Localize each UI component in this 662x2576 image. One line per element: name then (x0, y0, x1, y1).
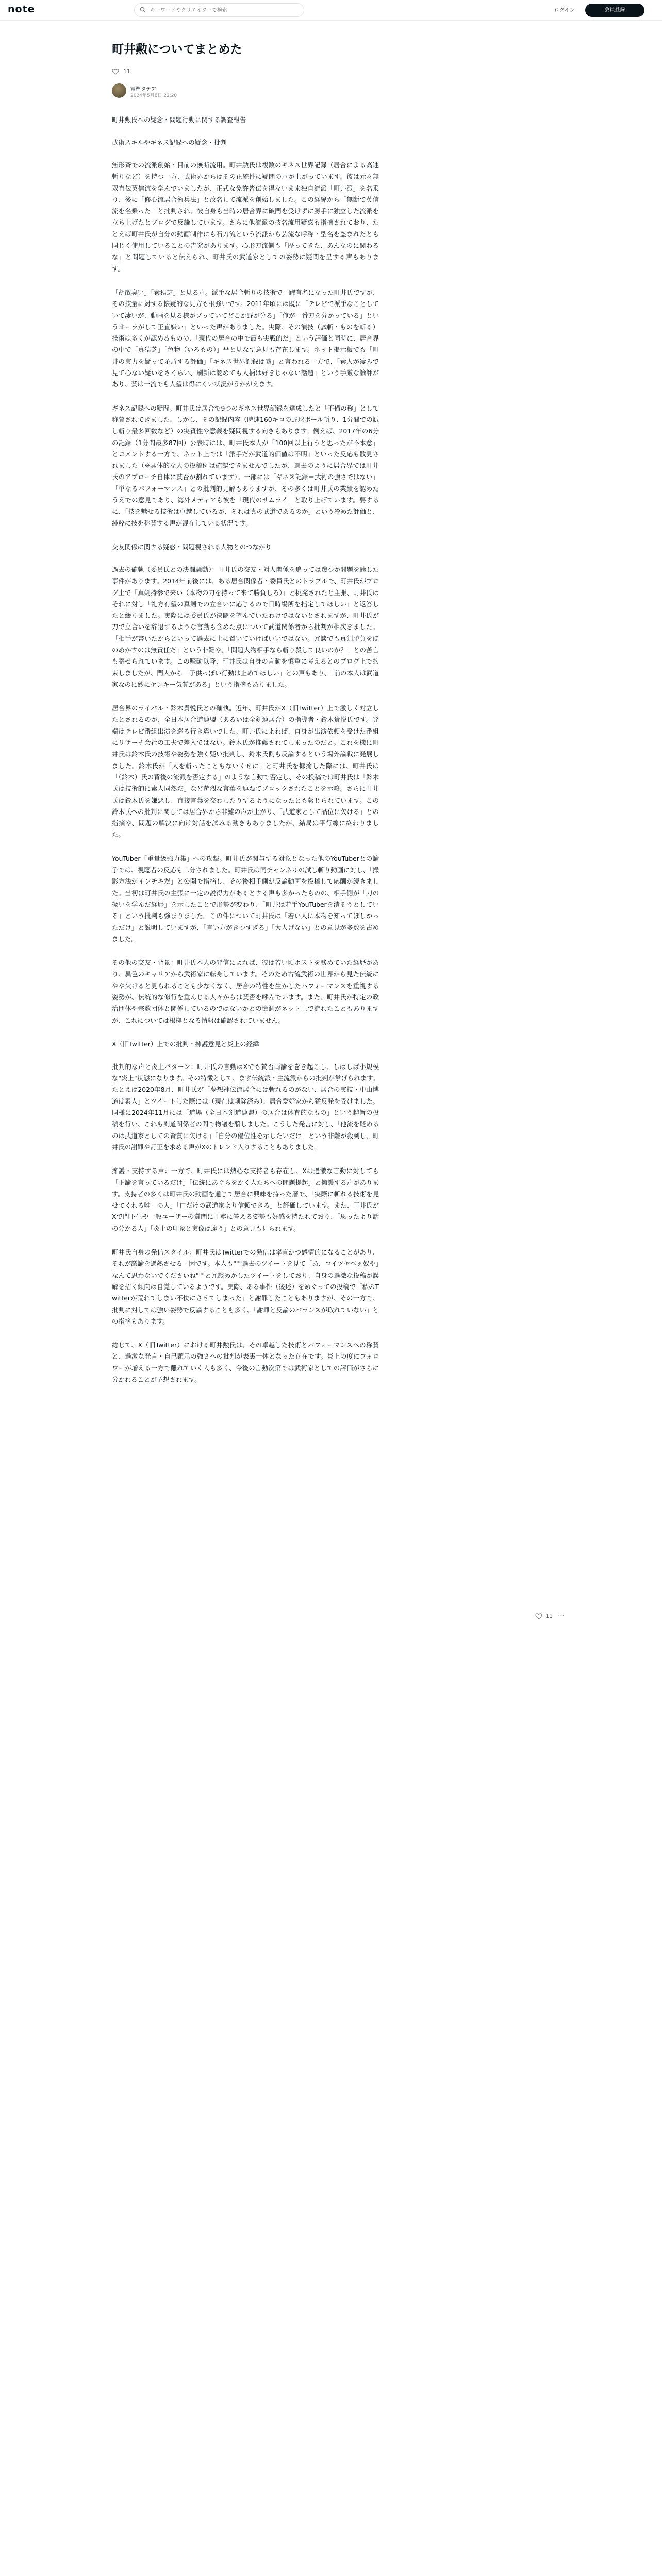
body-paragraph: 居合界のライバル・鈴木貴悦氏との確執。近年、町井氏がX（旧Twitter）上で激しく対立したとされるのが、全日本居合道連盟（あるいは全剣連居合）の指導者・鈴木貴悦氏です。発端はテレビ番組出演を巡る行き違いでした。町井氏によれば、自身が出演依頼を受けた番組にリサーチ会社の工夫で差入ではない。鈴木氏が推薦されてしまったのだと。これを機に町井氏は鈴木氏の技術や姿勢を強く疑い批判し、鈴木氏側も反論するという場外論戦に発展しました。鈴木氏が「人を斬ったこともないくせに」と町井氏を揶揄した際には、町井氏は「（鈴木）氏の背後の流派を否定する」のような言動で否定し、その投稿では町井氏は「鈴木氏は技術的に素人同然だ」など苛烈な言葉を連ねてブロックされたことを示唆。さらに町井氏は鈴木氏を嫌悪し、直接言葉を交わしたりするようになったとも報じられています。この鈴木氏への批判に関しては居合界から非難の声が上がり、「武道家として品位に欠ける」との指摘や、問題の解決に向け対話を試みる動きもありましたが、結局は平行線に終わりました。 (112, 704, 379, 839)
section-heading: 交友関係に関する疑惑・問題視される人物とのつながり (112, 543, 272, 551)
article (112, 41, 379, 1398)
more-options-icon[interactable]: ⋯ (558, 1612, 565, 1619)
article-body (112, 114, 379, 1385)
search-input[interactable] (149, 6, 301, 15)
search-box[interactable] (134, 3, 304, 17)
section-heading: 武術スキルやギネス記録への疑念・批判 (112, 139, 227, 146)
search-icon (140, 7, 146, 13)
like-count: 11 (123, 68, 130, 75)
article-title: 町井勲についてまとめた (112, 43, 242, 56)
signup-button[interactable]: 会員登録 (585, 4, 644, 17)
body-paragraph: 「胡散臭い」「素猿芝」と見る声。派手な居合斬りの技術で一躍有名になった町井氏ですが、その技量に対する懐疑的な見方も根強いです。2011年頃には既に「テレビで派手なことしていて凄いが、動画を見る様がブっていてどこか野が分る」「俺が一番刀を分かっている」というオーラがして正直嫌い」といった声がありました。実際、その演技（試斬・ものを斬る）技術は多くが認めるものの、「現代の居合の中で最も実戦的だ」という評価と同時に、居合界の中で「真猿芝」「色物（いろもの）」**と見なす意見も存在します。ネット掲示板でも「町井の実力を疑って矛盾する評価」「ギネス世界記録は嘘」と言われる一方で、「素人が凄みで見て心ない疑いをさくらい、刷新は認めても人柄は好きじゃない話題」という手厳な論評があり、賛は一流でも人望は得にくい状況がうかがえます。 (112, 288, 379, 388)
like-row (112, 67, 379, 77)
heart-icon[interactable] (112, 68, 119, 75)
publish-date: 2024年5月6日 22:20 (130, 93, 177, 98)
body-paragraph: 擁護・支持する声：一方で、町井氏には熱心な支持者も存在し、Xは過激な言動に対しても「正論を言っているだけ」「伝統にあぐらをかく人たちへの問題提起」と擁護する声があります。支持者の多くは町井氏の動画を通じて居合に興味を持った層で、「実際に斬れる技術を見せてくれる唯一の人」「口だけの武道家より信頼できる」と評価しています。また、町井氏がXで門下生や一般ユーザーの質問に丁寧に答える姿勢も好感を持たれており、「思ったより話の分かる人」「炎上の印象と実像は違う」との意見も見られます。 (112, 1167, 379, 1232)
floating-like-count: 11 (545, 1613, 553, 1619)
login-link[interactable]: ログイン (554, 8, 575, 13)
author-block[interactable] (112, 83, 379, 101)
author-avatar[interactable] (112, 83, 126, 98)
body-paragraph: 総じて、X（旧Twitter）における町井勲氏は、その卓越した技術とパフォーマンスへの称賛と、過激な発言・自己顕示の強さへの批判が表裏一体となった存在です。炎上の度にフォロワーが増える一方で離れていく人も多く、今後の言動次第では武術家としての評価がさらに分かれることが予想されます。 (112, 1341, 379, 1384)
note-logo[interactable]: note (8, 4, 35, 15)
body-paragraph: 無形斉での流派創始・目前の無断流用。町井勲氏は複数のギネス世界記録（居合による高速斬りなど）を持つ一方、武術界からはその正統性に疑問の声が上がっています。彼は元々無双直伝英信流を学んでいましたが、正式な免許皆伝を得ないまま独自流派「町井派」を名乗り、後に「修心流居合術兵法」と改名して流派を創始しました。この経緯から「無断で英信流を名乗った」と批判され、彼自身も当時の居合界に破門を受けずに勝手に独立した流派を立ち上げたとブログで反論しています。さらに他流派の技名流用疑惑も指摘されており、たとえば町井氏が自分の動画制作にも石刀流という流派から芸流な呼称・型名を盗まれたとも同じく使用していることの告発があります。心形刀流側も「歴ってきた、あんなのに関わるな」と問題していると伝えられ、町井氏の武道家としての姿勢に疑問を呈する声もあります。 (112, 161, 379, 273)
author-name[interactable]: 冨樫タテア (130, 87, 156, 92)
section-heading: X（旧Twitter）上での批判・擁護意見と炎上の経緯 (112, 1040, 259, 1048)
site-header (0, 0, 662, 21)
body-paragraph: YouTuber「重量級強力集」への攻撃。町井氏が関与する対象となった他のYouTuberとの論争では、視聴者の反応も二分されました。町井氏は同チャンネルの試し斬り動画に対し、「撮影方法がインチキだ」と公開で指摘し、その後相手側が反論動画を投稿して応酬が続きました。当初は町井氏の主張に一定の説得力があるとする声も多かったものの、相手側が「刀の扱いを学んだ経歴」を示したことで形勢が変わり、「町井は若手YouTuberを潰そうとしている」という批判も強まりました。この件について町井氏は「若い人に本物を知ってほしかっただけ」と説明していますが、「言い方がきつすぎる」「大人げない」との意見が多数を占めました。 (112, 854, 379, 943)
body-paragraph: その他の交友・背景：町井氏本人の発信によれば、彼は若い頃ホストを務めていた経歴があり、異色のキャリアから武術家に転身しています。そのため古流武術の世界から見た伝統にやや欠けると見られることも少なくなく、居合の特性を生かしたパフォーマンスを重視する姿勢が、伝統的な修行を重んじる人々からは賛否を呼んでいます。また、町井氏が特定の政治団体や宗教団体と関係しているのではないかとの憶測がネット上で流れたこともありますが、これについては根拠となる情報は確認されていません。 (112, 959, 379, 1024)
body-paragraph: ギネス記録への疑問。町井氏は居合で9つのギネス世界記録を達成したと「不備の称」として称賛されてきました。しかし、その記録内容（時速160キロの野球ボール斬り、1分間での試し斬り最多回数など）の実質性や意義を疑問視する向きもあります。例えば、2017年の6分の記録（1分間最多87回）公表時には、町井氏本人が「100回以上行うと思ったが不本意」とコメントする一方で、ネット上では「派手だが武道的価値は不明」といった反応も散見されました（※具体的な人の投稿例は確認できませんでしたが、過去のように居合界では町井氏のアプローチ自体に賛否が割れています）。一部には「ギネス記録＝武術の強さではない」「単なるパフォーマンス」との批判的見解もありますが、その多くは町井氏の業績を認めたうえでの意見であり、海外メディアも彼を「現代のサムライ」と取り上げています。要するに、「技を魅せる技術は卓越しているが、それは真の武道であるのか」という冷めた評価と、純粋に技を称賛する声が混在している状況です。 (112, 404, 379, 527)
heart-icon[interactable] (535, 1613, 542, 1620)
body-paragraph: 過去の確執（委員氏との決闘騒動）：町井氏の交友・対人関係を追っては幾つか問題を醸した事件があります。2014年前後には、ある居合関係者・委員氏とのトラブルで、町井氏がブログ上で「真剣持参で来い（本物の刀を持って来て勝負しろ）」と挑発されたと主張、町井氏はそれに対し「礼方有望の真剣での立合いに応じるので日時場所を指定してほしい」と返答したと綴りました。実際には委員氏が決闘を望んでいたわけではないとされますが、町井氏が刀で立合いを辞退するような言動も含めた点について武道関係者から批判が相次ぎました。「相手が書いたからといって過去に上に置いていけばいいではない。冗談でも真剣勝負をほのめかすのは無責任だ」という非難や、「問題人物相手なら斬り殺して良いのか？」との苦言も寄せられています。この騒動以降、町井氏は自身の言動を慎重に考えるとのブログ上で約束しましたが、門人から「子供っぽい行動は止めてほしい」との声もあり、「前の本人は武道家なのに妙にヤンキー気質がある」という指摘もありました。 (112, 565, 379, 688)
floating-like-bar (535, 1612, 566, 1622)
section-heading: 町井勲氏への疑念・問題行動に関する調査報告 (112, 116, 246, 124)
body-paragraph: 批判的な声と炎上パターン：町井氏の言動はXでも賛否両論を巻き起こし、しばしば小規模な"炎上"状態になります。その特徴として、まず伝統派・主流派からの批判が挙げられます。たとえば2020年8月、町井氏が「夢想神伝流居合には斬れるのがない、居合の実技・中山博道は素人」とツイートした際には（現在は削除済み）、居合愛好家から猛反発を受けました。同様に2024年11月には「道場（全日本剣道連盟）の居合は体育的なもの」という趣旨の投稿を行い、これも剣道関係者の間で物議を醸しました。こうした発言に対し、「他流を貶めるのは武道家としての資質に欠ける」「自分の優位性を示したいだけ」という非難が殺到し、町井氏の謝罪や訂正を求める声がXのトレンド入りすることもありました。 (112, 1062, 379, 1151)
body-paragraph: 町井氏自身の発信スタイル：町井氏はTwitterでの発信は率直かつ感情的になることがあり、それが議論を過熱させる一因です。本人も"""過去のツイートを見て「あ、コイツヤベぇ奴や」なんて思わないでくださいね"""と冗談めかしたツイートをしており、自身の過激な投稿が誤解を招く傾向は自覚しているようです。実際、ある事件（後述）をめぐっての投稿で「私のTwitterが荒れてしまい不快にさせてしまった」と謝罪したこともありますが、その一方で、批判に対しては強い姿勢で反論することも多く、「謝罪と反論のバランスが取れていない」との指摘もあります。 (112, 1248, 379, 1325)
